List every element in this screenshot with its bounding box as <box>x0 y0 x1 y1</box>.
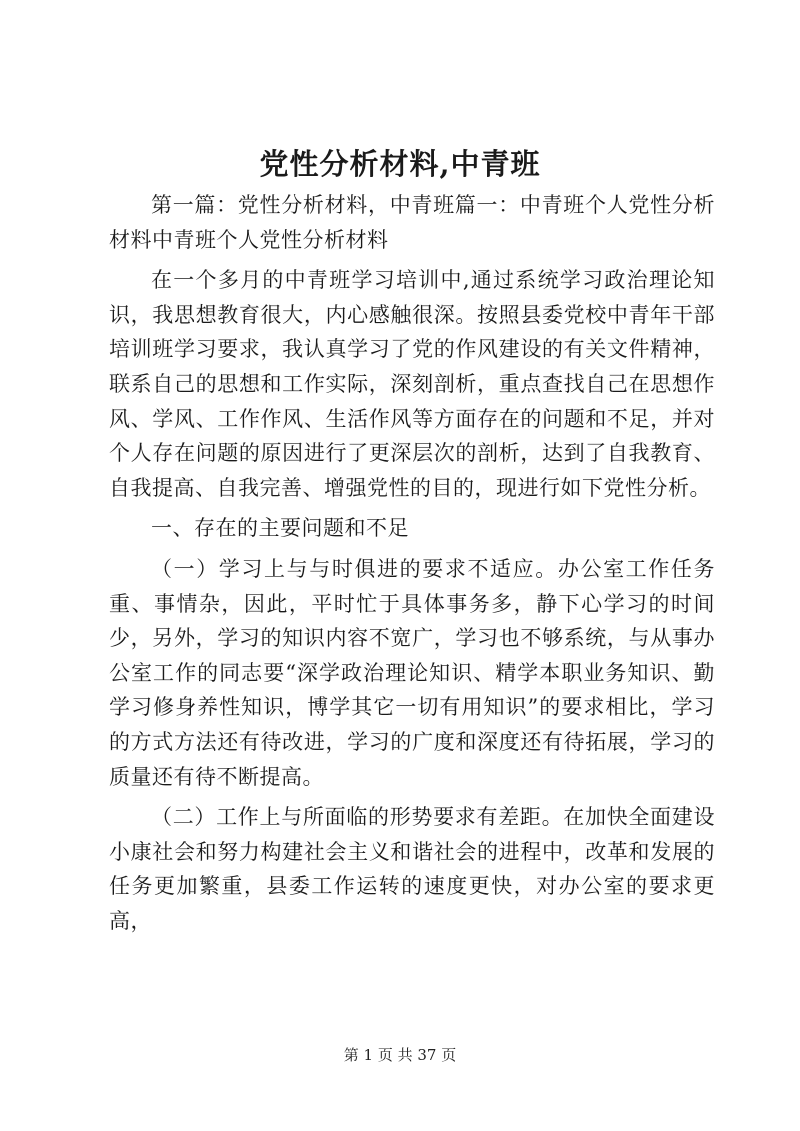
document-body <box>109 188 715 944</box>
document-title: 党性分析材料,中青班 <box>259 147 541 181</box>
paragraph-study-issue: （一）学习上与与时俱进的要求不适应。办公室工作任务重、事情杂，因此，平时忙于具体事务多，静下心学习的时间少，另外，学习的知识内容不宽广，学习也不够系统，与从事办公室工作的同志要“深学政治理论知识、精学本职业务知识、勤学习修身养性知识，博学其它一切有用知识”的要求相比，学习的方式方法还有待改进，学习的广度和深度还有待拓展，学习的质量还有待不断提高。 <box>109 556 715 789</box>
section-heading: 一、存在的主要问题和不足 <box>151 516 409 541</box>
paragraph-work-issue: （二）工作上与所面临的形势要求有差距。在加快全面建设小康社会和努力构建社会主义和谐社会的进程中，改革和发展的任务更加繁重，县委工作运转的速度更快，对办公室的要求更高， <box>109 805 715 933</box>
page-number-footer: 第 1 页 共 37 页 <box>343 1046 457 1064</box>
paragraph-overview: 在一个多月的中青班学习培训中,通过系统学习政治理论知识，我思想教育很大，内心感触很深。按照县委党校中青年干部培训班学习要求，我认真学习了党的作风建设的有关文件精神，联系自己的思想和工作实际，深刻剖析，重点查找自己在思想作风、学风、工作作风、生活作风等方面存在的问题和不足，并对个人存在问题的原因进行了更深层次的剖析，达到了自我教育、自我提高、自我完善、增强党性的目的，现进行如下党性分析。 <box>109 268 715 500</box>
paragraph-intro: 第一篇：党性分析材料，中青班篇一：中青班个人党性分析材料中青班个人党性分析材料 <box>109 193 715 252</box>
